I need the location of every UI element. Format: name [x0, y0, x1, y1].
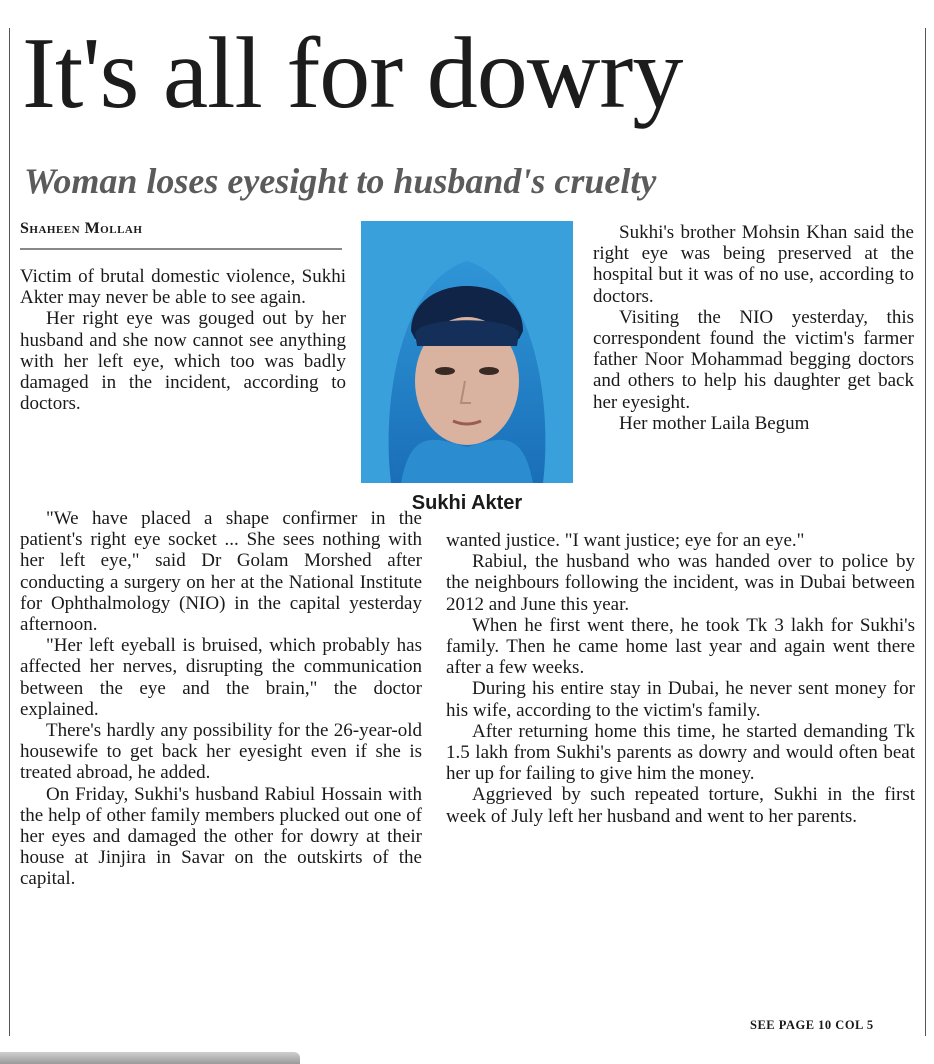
article-column-3-top: [593, 222, 914, 434]
continuation-note: SEE PAGE 10 COL 5: [750, 1018, 874, 1032]
paragraph: After returning home this time, he started demanding Tk 1.5 lakh from Sukhi's parents as dowry and would often beat her up for failing to give him the money.: [446, 720, 915, 785]
paragraph: Aggrieved by such repeated torture, Sukhi in the first week of July left her husband and went to her parents.: [446, 784, 915, 827]
photo-caption: Sukhi Akter: [411, 492, 523, 514]
paragraph: Her right eye was gouged out by her husband and she now cannot see anything with her left eye, which too was badly damaged in the incident, according to doctors.: [20, 308, 346, 415]
article-column-1-bottom: [20, 508, 422, 890]
paragraph: During his entire stay in Dubai, he never sent money for his wife, according to the victim's family.: [446, 678, 915, 721]
paragraph: When he first went there, he took Tk 3 lakh for Sukhi's family. Then he came home last year and again went there after a few weeks.: [446, 614, 915, 679]
paragraph: Visiting the NIO yesterday, this correspondent found the victim's farmer father Noor Mohammad begging doctors and others to help his daughter get back her eyesight.: [593, 306, 914, 413]
byline-divider: [20, 248, 342, 250]
subheadline: Woman loses eyesight to husband's cruelty: [24, 161, 657, 201]
paragraph: There's hardly any possibility for the 26-year-old housewife to get back her eyesight even if she is treated abroad, he added.: [20, 720, 422, 784]
paragraph: wanted justice. "I want justice; eye for an eye.": [446, 530, 805, 551]
page-edge-shadow: [0, 1052, 300, 1064]
paragraph: Her mother Laila Begum: [619, 412, 810, 434]
paragraph: Victim of brutal domestic violence, Sukhi Akter may never be able to see again.: [20, 266, 346, 309]
victim-photo: [361, 221, 573, 483]
paragraph: "We have placed a shape confirmer in the patient's right eye socket ... She sees nothing with her left eye," said Dr Golam Morshed after conducting a surgery on her at the National Institute for Ophthalmology (NIO) in the capital yesterday afternoon.: [20, 508, 422, 636]
paragraph: Rabiul, the husband who was handed over to police by the neighbours following the incident, was in Dubai between 2012 and June this year.: [446, 551, 915, 615]
left-column-rule: [9, 28, 10, 1036]
paragraph: On Friday, Sukhi's husband Rabiul Hossain with the help of other family members plucked out one of her eyes and damaged the other for dowry at their house at Jinjira in Savar on the outskirts of the capital.: [20, 783, 422, 890]
headline: It's all for dowry: [22, 17, 683, 130]
right-column-rule: [925, 28, 926, 1036]
byline: Shaheen Mollah: [20, 220, 143, 237]
article-column-1-top: [20, 266, 346, 414]
article-column-2-bottom: [446, 530, 915, 827]
portrait-illustration: [361, 221, 573, 483]
paragraph: Sukhi's brother Mohsin Khan said the right eye was being preserved at the hospital but it was of no use, according to doctors.: [593, 222, 914, 307]
paragraph: "Her left eyeball is bruised, which probably has affected her nerves, disrupting the communication between the eye and the brain," the doctor explained.: [20, 635, 422, 720]
